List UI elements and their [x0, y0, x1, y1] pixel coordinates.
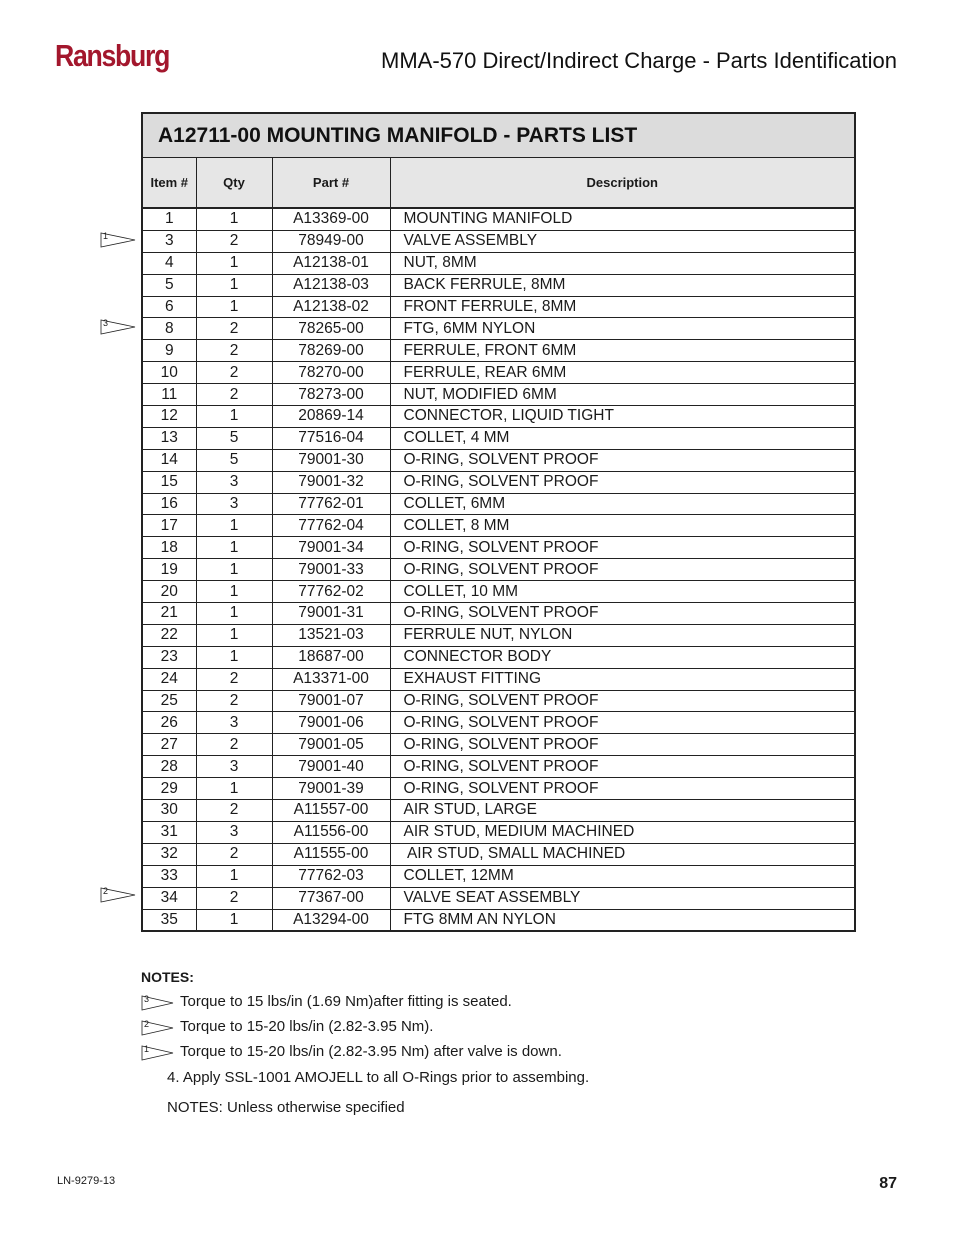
cell-qty: 5 — [196, 449, 272, 471]
cell-item: 24 — [143, 668, 196, 690]
table-row — [143, 274, 854, 296]
table-row — [143, 427, 854, 449]
table-row — [143, 712, 854, 734]
cell-part: 79001-34 — [272, 537, 390, 559]
cell-description: O-RING, SOLVENT PROOF — [390, 756, 854, 778]
table-row — [143, 471, 854, 493]
parts-list — [143, 158, 854, 930]
cell-part: A13369-00 — [272, 208, 390, 230]
cell-item: 28 — [143, 756, 196, 778]
cell-qty: 5 — [196, 427, 272, 449]
cell-item: 9 — [143, 340, 196, 362]
cell-part: 79001-07 — [272, 690, 390, 712]
cell-qty: 1 — [196, 581, 272, 603]
table-row — [143, 756, 854, 778]
column-header-description: Description — [390, 158, 854, 208]
cell-part: A11556-00 — [272, 821, 390, 843]
cell-qty: 1 — [196, 208, 272, 230]
cell-qty: 1 — [196, 624, 272, 646]
row-flag-label: 3 — [103, 318, 109, 328]
note-torque-fitting: Torque to 15 lbs/in (1.69 Nm)after fitting is seated. — [180, 993, 512, 1010]
cell-description: CONNECTOR BODY — [390, 646, 854, 668]
cell-qty: 3 — [196, 471, 272, 493]
column-header-item: Item # — [143, 158, 196, 208]
cell-part: 78949-00 — [272, 230, 390, 252]
cell-qty: 1 — [196, 537, 272, 559]
table-row — [143, 384, 854, 406]
cell-part: A11555-00 — [272, 843, 390, 865]
cell-item: 4 — [143, 252, 196, 274]
table-row — [143, 493, 854, 515]
cell-part: 79001-33 — [272, 559, 390, 581]
cell-qty: 1 — [196, 559, 272, 581]
table-row — [143, 449, 854, 471]
cell-item: 6 — [143, 296, 196, 318]
note-unless-specified: NOTES: Unless otherwise specified — [167, 1099, 405, 1116]
note-flag-2-icon — [141, 1020, 175, 1036]
cell-qty: 2 — [196, 800, 272, 822]
cell-description: FERRULE, FRONT 6MM — [390, 340, 854, 362]
cell-item: 26 — [143, 712, 196, 734]
cell-item: 21 — [143, 603, 196, 625]
cell-qty: 1 — [196, 865, 272, 887]
table-row — [143, 208, 854, 230]
parts-table-title: A12711-00 MOUNTING MANIFOLD - PARTS LIST — [143, 114, 854, 158]
table-row — [143, 252, 854, 274]
cell-part: 77516-04 — [272, 427, 390, 449]
cell-qty: 1 — [196, 909, 272, 930]
cell-description: FERRULE NUT, NYLON — [390, 624, 854, 646]
doc-number: LN-9279-13 — [57, 1175, 116, 1187]
table-row — [143, 362, 854, 384]
cell-description: O-RING, SOLVENT PROOF — [390, 471, 854, 493]
cell-description: FRONT FERRULE, 8MM — [390, 296, 854, 318]
row-flag-3-icon — [100, 319, 136, 335]
cell-description: AIR STUD, SMALL MACHINED — [390, 843, 854, 865]
note-flag-1-icon — [141, 1045, 175, 1061]
table-row — [143, 887, 854, 909]
cell-qty: 2 — [196, 734, 272, 756]
column-header-qty: Qty — [196, 158, 272, 208]
cell-qty: 2 — [196, 318, 272, 340]
table-row — [143, 406, 854, 428]
parts-table-body — [143, 208, 854, 930]
cell-part: 79001-31 — [272, 603, 390, 625]
cell-description: COLLET, 4 MM — [390, 427, 854, 449]
notes-heading: NOTES: — [141, 969, 194, 985]
note-flag-label: 2 — [144, 1019, 150, 1029]
cell-description: AIR STUD, LARGE — [390, 800, 854, 822]
row-flag-2-icon — [100, 887, 136, 903]
cell-item: 35 — [143, 909, 196, 930]
cell-part: A12138-02 — [272, 296, 390, 318]
cell-description: FERRULE, REAR 6MM — [390, 362, 854, 384]
cell-part: 78273-00 — [272, 384, 390, 406]
cell-description: FTG 8MM AN NYLON — [403, 910, 556, 928]
cell-description: COLLET, 12MM — [390, 865, 854, 887]
table-row — [143, 909, 854, 930]
cell-item: 19 — [143, 559, 196, 581]
table-row — [143, 646, 854, 668]
cell-description: NUT, MODIFIED 6MM — [390, 384, 854, 406]
cell-description: COLLET, 8 MM — [390, 515, 854, 537]
cell-qty: 1 — [196, 778, 272, 800]
cell-item: 23 — [143, 646, 196, 668]
page-number: 87 — [879, 1175, 897, 1192]
cell-item: 30 — [143, 800, 196, 822]
cell-description: O-RING, SOLVENT PROOF — [390, 778, 854, 800]
table-row — [143, 821, 854, 843]
cell-part: 20869-14 — [272, 406, 390, 428]
note-amojell: 4. Apply SSL-1001 AMOJELL to all O-Rings prior to assembing. — [167, 1069, 590, 1086]
cell-item: 5 — [143, 274, 196, 296]
cell-item: 14 — [143, 449, 196, 471]
cell-qty: 1 — [196, 515, 272, 537]
cell-part: 18687-00 — [272, 646, 390, 668]
cell-description: MOUNTING MANIFOLD — [390, 208, 854, 230]
table-row — [143, 340, 854, 362]
cell-part: 77762-04 — [272, 515, 390, 537]
cell-part: 79001-39 — [272, 778, 390, 800]
table-row — [143, 778, 854, 800]
note-flag-label: 1 — [144, 1044, 150, 1054]
cell-part: 79001-30 — [272, 449, 390, 471]
cell-part: 77762-01 — [272, 493, 390, 515]
note-flag-3-icon — [141, 995, 175, 1011]
cell-qty: 1 — [196, 646, 272, 668]
cell-item: 31 — [143, 821, 196, 843]
parts-table — [141, 112, 856, 932]
cell-qty: 1 — [196, 274, 272, 296]
cell-qty: 2 — [196, 668, 272, 690]
table-row — [143, 559, 854, 581]
cell-description: O-RING, SOLVENT PROOF — [390, 712, 854, 734]
table-row — [143, 515, 854, 537]
cell-part: 79001-05 — [272, 734, 390, 756]
table-row — [143, 537, 854, 559]
cell-item: 13 — [143, 427, 196, 449]
cell-part: A12138-01 — [272, 252, 390, 274]
cell-part: 78270-00 — [272, 362, 390, 384]
cell-qty: 1 — [196, 296, 272, 318]
cell-description: O-RING, SOLVENT PROOF — [390, 537, 854, 559]
cell-part: 79001-40 — [272, 756, 390, 778]
cell-item: 18 — [143, 537, 196, 559]
cell-qty: 2 — [196, 843, 272, 865]
brand-logo: Ransburg — [55, 38, 170, 73]
cell-part: 78265-00 — [272, 318, 390, 340]
cell-description: NUT, 8MM — [390, 252, 854, 274]
cell-item: 29 — [143, 778, 196, 800]
note-torque-valve: Torque to 15-20 lbs/in (2.82-3.95 Nm) after valve is down. — [180, 1043, 562, 1060]
row-flag-label: 1 — [103, 231, 109, 241]
table-row — [143, 800, 854, 822]
table-row — [143, 734, 854, 756]
cell-item: 15 — [143, 471, 196, 493]
page-title: MMA-570 Direct/Indirect Charge - Parts Identification — [381, 48, 897, 73]
cell-qty: 1 — [196, 252, 272, 274]
cell-qty: 2 — [196, 690, 272, 712]
cell-part: 79001-06 — [272, 712, 390, 734]
cell-qty: 3 — [196, 493, 272, 515]
cell-part: A13371-00 — [272, 668, 390, 690]
table-row — [143, 581, 854, 603]
table-row — [143, 230, 854, 252]
cell-item: 34 — [143, 887, 196, 909]
cell-part: A11557-00 — [272, 800, 390, 822]
cell-part: 77367-00 — [272, 887, 390, 909]
cell-description: VALVE ASSEMBLY — [390, 230, 854, 252]
cell-description: VALVE SEAT ASSEMBLY — [390, 887, 854, 909]
cell-description: BACK FERRULE, 8MM — [390, 274, 854, 296]
cell-item: 33 — [143, 865, 196, 887]
cell-qty: 1 — [196, 406, 272, 428]
cell-item: 10 — [143, 362, 196, 384]
cell-part: A13294-00 — [272, 909, 390, 930]
cell-part: 77762-03 — [272, 865, 390, 887]
cell-description: O-RING, SOLVENT PROOF — [390, 559, 854, 581]
cell-qty: 3 — [196, 821, 272, 843]
cell-description: COLLET, 6MM — [390, 493, 854, 515]
note-torque-seat: Torque to 15-20 lbs/in (2.82-3.95 Nm). — [180, 1018, 434, 1035]
cell-description: O-RING, SOLVENT PROOF — [390, 603, 854, 625]
cell-item: 22 — [143, 624, 196, 646]
table-row — [143, 865, 854, 887]
cell-qty: 2 — [196, 230, 272, 252]
cell-part: 77762-02 — [272, 581, 390, 603]
row-flag-label: 2 — [103, 886, 109, 896]
cell-qty: 2 — [196, 887, 272, 909]
cell-qty: 2 — [196, 384, 272, 406]
cell-description: O-RING, SOLVENT PROOF — [390, 690, 854, 712]
cell-description: O-RING, SOLVENT PROOF — [390, 734, 854, 756]
cell-item: 17 — [143, 515, 196, 537]
cell-qty: 1 — [196, 603, 272, 625]
cell-item: 20 — [143, 581, 196, 603]
cell-item: 16 — [143, 493, 196, 515]
cell-description: FTG, 6MM NYLON — [390, 318, 854, 340]
cell-qty: 2 — [196, 362, 272, 384]
table-row — [143, 690, 854, 712]
cell-item: 32 — [143, 843, 196, 865]
cell-item: 1 — [143, 208, 196, 230]
cell-item: 8 — [143, 318, 196, 340]
cell-part: 79001-32 — [272, 471, 390, 493]
cell-item: 25 — [143, 690, 196, 712]
cell-item: 3 — [143, 230, 196, 252]
cell-description: CONNECTOR, LIQUID TIGHT — [390, 406, 854, 428]
table-row — [143, 843, 854, 865]
table-row — [143, 668, 854, 690]
cell-part: 13521-03 — [272, 624, 390, 646]
cell-qty: 2 — [196, 340, 272, 362]
table-row — [143, 624, 854, 646]
cell-item: 27 — [143, 734, 196, 756]
table-row — [143, 318, 854, 340]
cell-item: 11 — [143, 384, 196, 406]
cell-description: AIR STUD, MEDIUM MACHINED — [390, 821, 854, 843]
cell-qty: 3 — [196, 712, 272, 734]
column-header-part: Part # — [272, 158, 390, 208]
cell-part: 78269-00 — [272, 340, 390, 362]
cell-qty: 3 — [196, 756, 272, 778]
table-row — [143, 603, 854, 625]
row-flag-1-icon — [100, 232, 136, 248]
cell-description: O-RING, SOLVENT PROOF — [390, 449, 854, 471]
cell-part: A12138-03 — [272, 274, 390, 296]
table-row — [143, 296, 854, 318]
cell-description: EXHAUST FITTING — [390, 668, 854, 690]
note-flag-label: 3 — [144, 994, 150, 1004]
cell-description: COLLET, 10 MM — [390, 581, 854, 603]
cell-item: 12 — [143, 406, 196, 428]
